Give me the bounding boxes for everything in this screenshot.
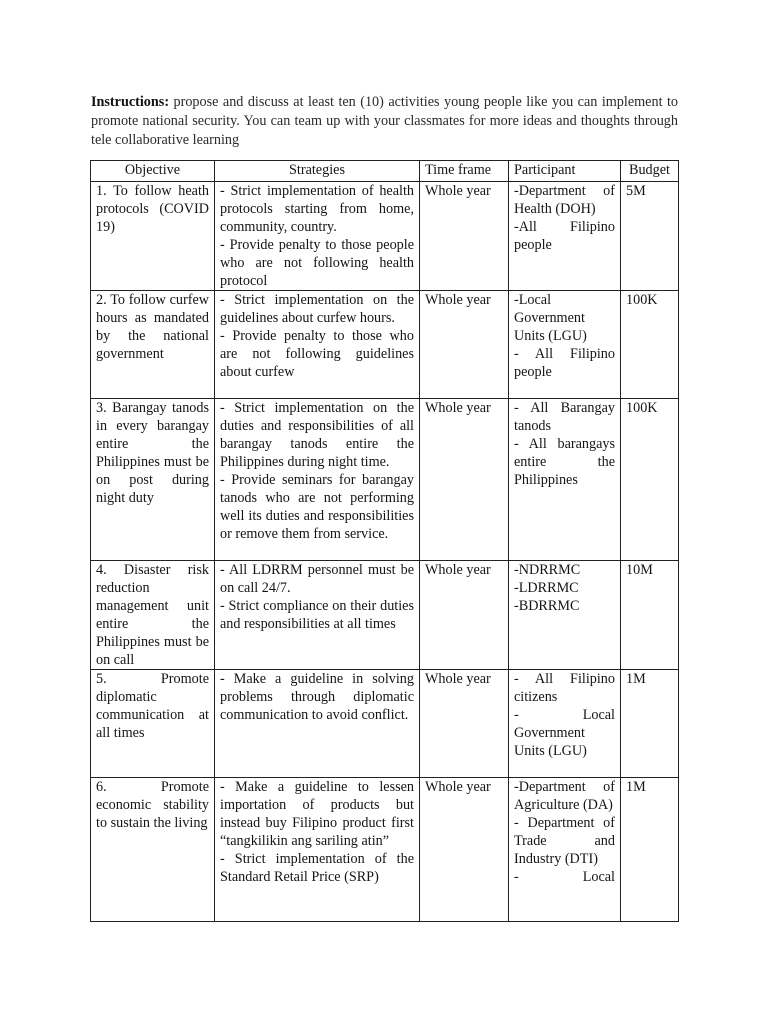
strategies-cell — [215, 291, 420, 399]
participant-item: -LDRRMC — [514, 580, 579, 596]
objective-cell: 2. To follow curfew hours as mandated by the national government — [91, 291, 215, 399]
participants-cell — [509, 778, 621, 922]
strategy-item: - Provide penalty to those who are not following guidelines about curfew — [220, 328, 414, 380]
participant-item: - All Filipino people — [514, 346, 615, 380]
participant-item: - Local Government Units (LGU) — [514, 707, 615, 759]
participant-item: - Local — [514, 869, 615, 885]
header-participant: Participant — [509, 161, 621, 182]
budget-cell: 5M — [621, 182, 679, 291]
participant-item: -All Filipino people — [514, 219, 615, 253]
strategy-item: - Provide penalty to those people who are not following health protocol — [220, 237, 414, 289]
participants-cell — [509, 182, 621, 291]
strategy-item: - Make a guideline in solving problems through diplomatic communication to avoid conflict. — [220, 671, 414, 723]
strategy-item: - Strict implementation on the guidelines about curfew hours. — [220, 292, 414, 326]
strategy-item: - Strict implementation of the Standard Retail Price (SRP) — [220, 851, 414, 885]
strategy-item: - Provide seminars for barangay tanods who are not performing well its duties and responsibilities or remove them from service. — [220, 472, 414, 542]
instructions-text: propose and discuss at least ten (10) activities young people like you can implement to promote national security. You can team up with your classmates for more ideas and thoughts through tele collaborative learning — [91, 94, 679, 148]
strategy-item: - Strict compliance on their duties and responsibilities at all times — [220, 598, 414, 632]
objective-cell: 4. Disaster risk reduction management unit entire the Philippines must be on call — [91, 561, 215, 670]
time-frame-cell: Whole year — [420, 291, 509, 399]
header-objective: Objective — [91, 161, 215, 182]
participants-cell — [509, 291, 621, 399]
table-row — [91, 182, 679, 291]
objective-cell: 3. Barangay tanods in every barangay entire the Philippines must be on post during night duty — [91, 399, 215, 561]
table-row — [91, 670, 679, 778]
strategy-item: - Strict implementation on the duties and responsibilities of all barangay tanods entire the Philippines during night time. — [220, 400, 414, 470]
participant-item: - All barangays entire the Philippines — [514, 436, 615, 488]
time-frame-cell: Whole year — [420, 670, 509, 778]
table-row — [91, 291, 679, 399]
participant-item: - All Barangay tanods — [514, 400, 615, 434]
strategy-item: - Strict implementation of health protocols starting from home, community, country. — [220, 183, 414, 235]
budget-cell: 1M — [621, 670, 679, 778]
time-frame-cell: Whole year — [420, 561, 509, 670]
activities-table — [90, 160, 679, 922]
header-budget: Budget — [621, 161, 679, 182]
time-frame-cell: Whole year — [420, 182, 509, 291]
strategies-cell — [215, 778, 420, 922]
participant-item: - All Filipino citizens — [514, 671, 615, 705]
time-frame-cell: Whole year — [420, 399, 509, 561]
participants-cell — [509, 670, 621, 778]
participant-item: -Department of Health (DOH) — [514, 183, 615, 217]
objective-cell: 1. To follow heath protocols (COVID 19) — [91, 182, 215, 291]
header-time-frame: Time frame — [420, 161, 509, 182]
objective-cell: 6. Promote economic stability to sustain the living — [91, 778, 215, 922]
table-row — [91, 778, 679, 922]
objective-cell: 5. Promote diplomatic communication at all times — [91, 670, 215, 778]
participant-item: -Local Government Units (LGU) — [514, 292, 587, 344]
participant-item: -NDRRMC — [514, 562, 581, 578]
instructions-label: Instructions: — [91, 94, 170, 110]
table-header-row — [91, 161, 679, 182]
budget-cell: 10M — [621, 561, 679, 670]
header-strategies: Strategies — [215, 161, 420, 182]
table-row — [91, 561, 679, 670]
strategy-item: - Make a guideline to lessen importation of products but instead buy Filipino product first “tangkilikin ang sariling atin” — [220, 779, 414, 849]
table-row — [91, 399, 679, 561]
budget-cell: 100K — [621, 291, 679, 399]
time-frame-cell: Whole year — [420, 778, 509, 922]
instructions-paragraph — [91, 93, 678, 150]
strategies-cell — [215, 670, 420, 778]
strategies-cell — [215, 182, 420, 291]
participant-item: -Department of Agriculture (DA) — [514, 779, 615, 813]
strategies-cell — [215, 399, 420, 561]
participants-cell — [509, 399, 621, 561]
budget-cell: 1M — [621, 778, 679, 922]
strategies-cell — [215, 561, 420, 670]
strategy-item: - All LDRRM personnel must be on call 24/7. — [220, 562, 414, 596]
participants-cell — [509, 561, 621, 670]
participant-item: - Department of Trade and Industry (DTI) — [514, 815, 615, 867]
participant-item: -BDRRMC — [514, 598, 580, 614]
budget-cell: 100K — [621, 399, 679, 561]
